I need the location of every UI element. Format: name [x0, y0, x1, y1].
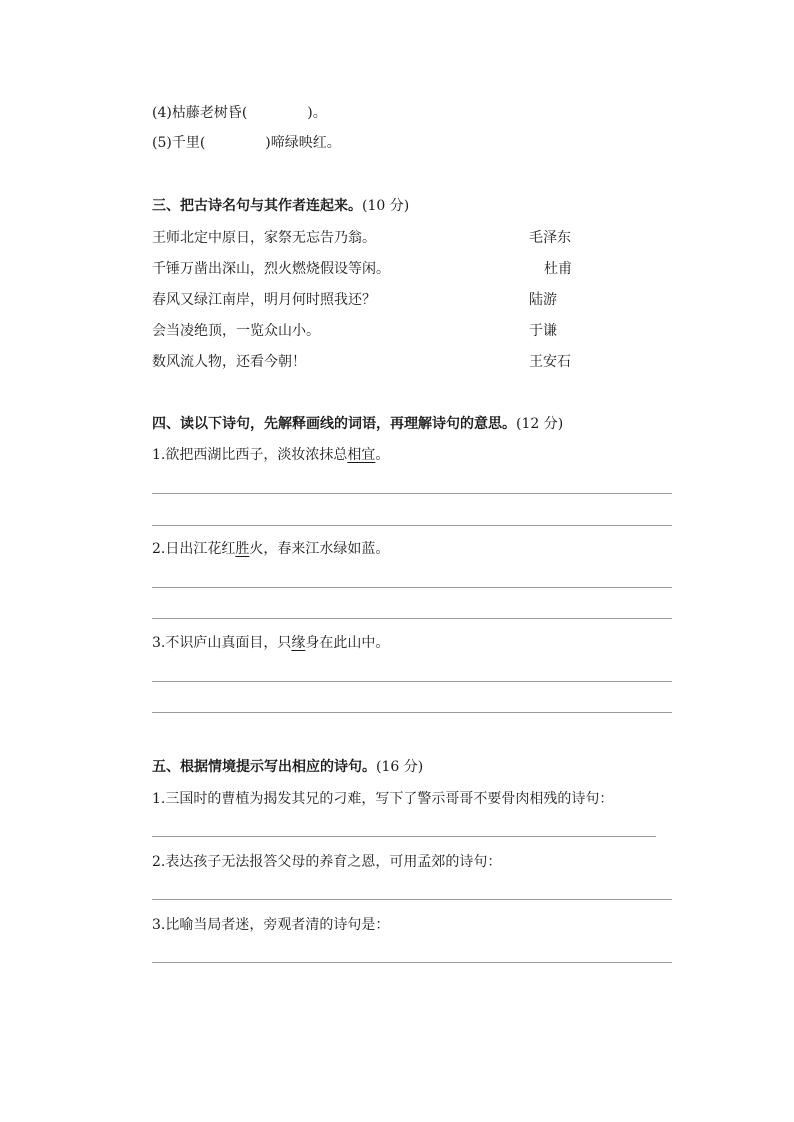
author-4: 于谦	[529, 323, 557, 339]
answer-line[interactable]	[152, 587, 672, 588]
section-5-title: 五、根据情境提示写出相应的诗句。	[152, 759, 376, 775]
answer-line[interactable]	[152, 712, 672, 713]
poem-line-4: 会当凌绝顶，一览众山小。	[152, 323, 320, 339]
section-3-heading	[152, 197, 409, 215]
author-5: 王安石	[529, 354, 571, 370]
question-4-2	[152, 540, 389, 558]
section-4-score: (12 分)	[516, 416, 564, 432]
section-4-title: 四、读以下诗句，先解释画线的词语，再理解诗句的意思。	[152, 416, 516, 432]
answer-line[interactable]	[152, 681, 672, 682]
fill-question-4-text: (4)枯藤老树昏(	[152, 105, 248, 121]
author-2: 杜甫	[544, 261, 572, 277]
fill-question-4	[152, 104, 327, 122]
fill-question-5-text: (5)千里(	[152, 135, 206, 151]
question-4-3-end: 身在此山中。	[305, 635, 390, 651]
poem-line-1: 王师北定中原日，家祭无忘告乃翁。	[152, 230, 376, 246]
poem-line-5: 数风流人物，还看今朝！	[152, 354, 306, 370]
answer-line[interactable]	[152, 618, 672, 619]
answer-line[interactable]	[152, 836, 656, 837]
underlined-word: 胜	[235, 541, 250, 557]
underlined-word: 相宜	[347, 447, 376, 463]
author-3: 陆游	[529, 292, 557, 308]
section-5-heading	[152, 758, 423, 776]
question-4-2-text: 2.日出江花红	[152, 541, 236, 557]
question-4-3-text: 3.不识庐山真面目，只	[152, 635, 292, 651]
answer-line[interactable]	[152, 525, 672, 526]
answer-line[interactable]	[152, 962, 672, 963]
question-4-1-end: 。	[375, 447, 390, 463]
section-5-score: (16 分)	[376, 759, 424, 775]
underlined-word: 缘	[291, 635, 306, 651]
section-3-title: 三、把古诗名句与其作者连起来。	[152, 198, 362, 214]
section-3-score: (10 分)	[362, 198, 410, 214]
poem-line-3: 春风又绿江南岸，明月何时照我还？	[152, 292, 376, 308]
question-5-1: 1.三国时的曹植为揭发其兄的刁难，写下了警示哥哥不要骨肉相残的诗句：	[152, 791, 614, 807]
fill-question-5-end: )啼绿映红。	[265, 135, 341, 151]
answer-line[interactable]	[152, 899, 672, 900]
question-5-2: 2.表达孩子无法报答父母的养育之恩，可用孟郊的诗句：	[152, 854, 502, 870]
question-4-1-text: 1.欲把西湖比西子，淡妆浓抹总	[152, 447, 348, 463]
answer-line[interactable]	[152, 493, 672, 494]
fill-question-5	[152, 134, 341, 152]
fill-question-4-end: )。	[307, 105, 327, 121]
question-5-3: 3.比喻当局者迷，旁观者清的诗句是：	[152, 917, 390, 933]
question-4-1	[152, 446, 389, 464]
question-4-3	[152, 634, 389, 652]
question-4-2-end: 火，春来江水绿如蓝。	[249, 541, 390, 557]
section-4-heading	[152, 415, 563, 433]
author-1: 毛泽东	[529, 230, 571, 246]
poem-line-2: 千锤万凿出深山，烈火燃烧假设等闲。	[152, 261, 390, 277]
